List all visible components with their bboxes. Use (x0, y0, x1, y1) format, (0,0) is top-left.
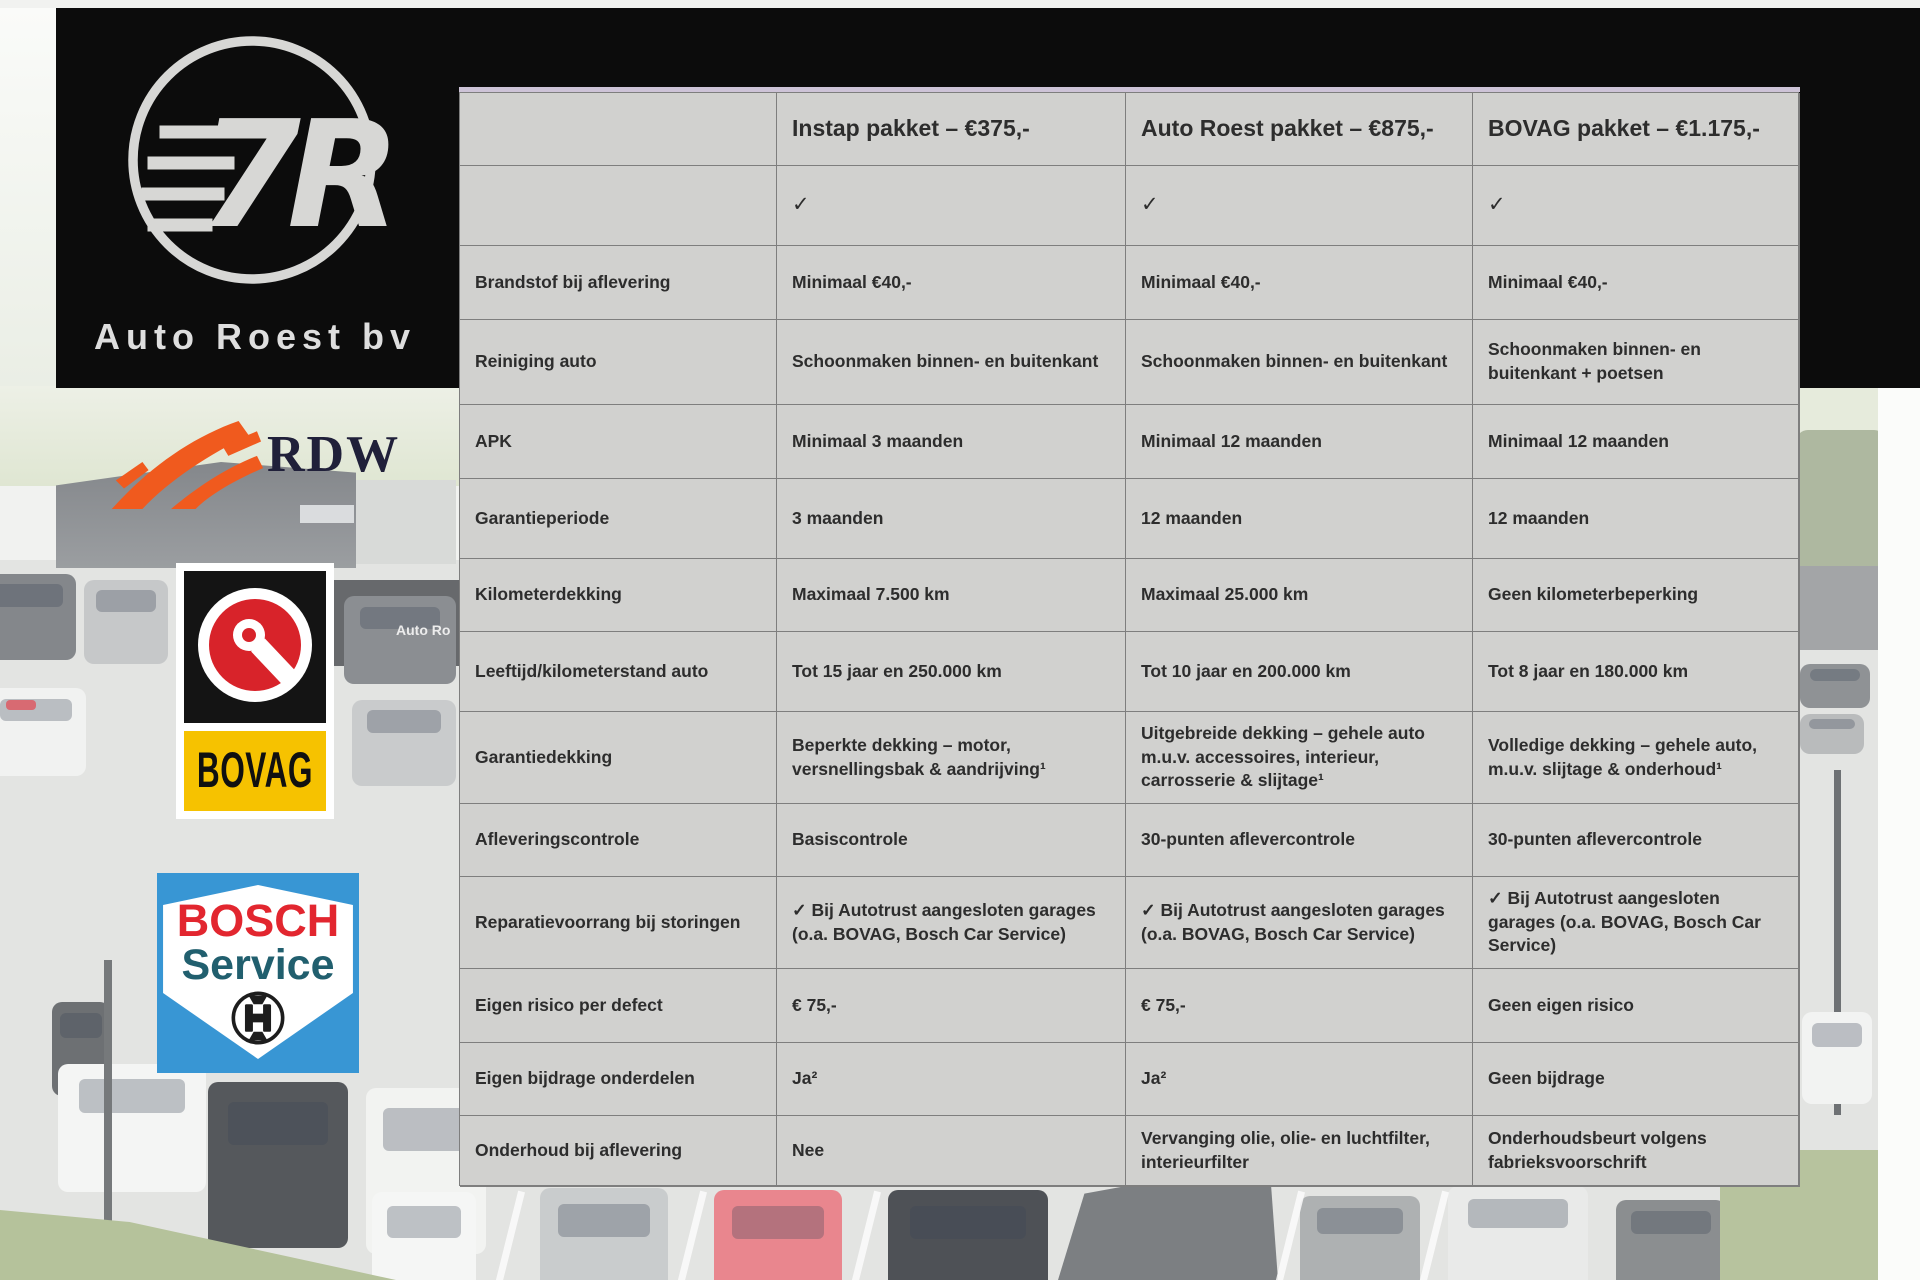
photo-car (888, 1190, 1048, 1280)
rdw-wordmark: RDW (267, 426, 401, 483)
value-cell: Minimaal €40,- (1126, 246, 1473, 320)
package-column-header: Auto Roest pakket – €875,- (1126, 93, 1473, 166)
photo-shape (1798, 566, 1882, 650)
row-label: Leeftijd/kilometerstand auto (460, 632, 777, 712)
row-label (460, 166, 777, 246)
included-check: ✓ (777, 166, 1126, 246)
value-cell: ✓ Bij Autotrust aangesloten garages (o.a. BOVAG, Bosch Car Service) (1126, 877, 1473, 969)
value-cell: Geen eigen risico (1473, 969, 1800, 1043)
value-cell: Beperkte dekking – motor, versnellingsbak & aandrijving¹ (777, 712, 1126, 804)
value-cell: Minimaal 12 maanden (1473, 405, 1800, 479)
row-label: Reiniging auto (460, 320, 777, 405)
bosch-armature-icon (229, 989, 287, 1047)
value-cell: Tot 10 jaar en 200.000 km (1126, 632, 1473, 712)
row-label: Eigen bijdrage onderdelen (460, 1043, 777, 1116)
value-cell: 12 maanden (1473, 479, 1800, 559)
value-cell: Maximaal 7.500 km (777, 559, 1126, 632)
brand-monogram: 7R (198, 89, 387, 261)
row-label: Eigen risico per defect (460, 969, 777, 1043)
value-cell: 3 maanden (777, 479, 1126, 559)
rdw-logo (95, 405, 425, 515)
photo-car (1800, 664, 1870, 708)
value-cell: Tot 8 jaar en 180.000 km (1473, 632, 1800, 712)
value-cell: € 75,- (777, 969, 1126, 1043)
photo-car (84, 580, 168, 664)
value-cell: Uitgebreide dekking – gehele auto m.u.v. accessoires, interieur, carrosserie & slijtage¹ (1126, 712, 1473, 804)
value-cell: Maximaal 25.000 km (1126, 559, 1473, 632)
row-label: Kilometerdekking (460, 559, 777, 632)
criteria-column-header (460, 93, 777, 166)
auto-roest-logo-icon (80, 14, 430, 314)
value-cell: 12 maanden (1126, 479, 1473, 559)
bosch-service-logo (157, 873, 359, 1073)
company-name: Auto Roest bv (93, 316, 416, 357)
photo-shape (1878, 386, 1920, 1280)
value-cell: ✓ Bij Autotrust aangesloten garages (o.a. BOVAG, Bosch Car Service) (777, 877, 1126, 969)
value-cell: € 75,- (1126, 969, 1473, 1043)
row-label: Garantieperiode (460, 479, 777, 559)
row-label: Garantiedekking (460, 712, 777, 804)
value-cell: Geen bijdrage (1473, 1043, 1800, 1116)
included-check: ✓ (1473, 166, 1800, 246)
value-cell: Geen kilometerbeperking (1473, 559, 1800, 632)
photo-car (1448, 1186, 1588, 1280)
value-cell: 30-punten aflevercontrole (1473, 804, 1800, 877)
photo-light-pole (104, 960, 112, 1238)
photo-car (540, 1188, 668, 1280)
value-cell: 30-punten aflevercontrole (1126, 804, 1473, 877)
photo-car (208, 1082, 348, 1248)
row-label: Onderhoud bij aflevering (460, 1116, 777, 1187)
value-cell: Schoonmaken binnen- en buitenkant (1126, 320, 1473, 405)
photo-trees (1796, 430, 1886, 570)
value-cell: Tot 15 jaar en 250.000 km (777, 632, 1126, 712)
photo-shape (6, 700, 36, 710)
photo-car (1616, 1200, 1726, 1280)
value-cell: Volledige dekking – gehele auto, m.u.v. slijtage & onderhoud¹ (1473, 712, 1800, 804)
value-cell: Minimaal 3 maanden (777, 405, 1126, 479)
value-cell: Minimaal €40,- (1473, 246, 1800, 320)
bovag-wordmark: BOVAG (196, 741, 314, 799)
photo-car (1300, 1196, 1420, 1280)
photo-car (372, 1192, 476, 1280)
value-cell: Minimaal €40,- (777, 246, 1126, 320)
photo-car (344, 596, 456, 684)
package-column-header: BOVAG pakket – €1.175,- (1473, 93, 1800, 166)
photo-car (58, 1064, 206, 1192)
photo-car (714, 1190, 842, 1280)
rdw-swoosh-icon (111, 419, 271, 509)
value-cell: Vervanging olie, olie- en luchtfilter, interieurfilter (1126, 1116, 1473, 1187)
row-label: Reparatievoorrang bij storingen (460, 877, 777, 969)
bosch-service-wordmark: Service (181, 941, 335, 989)
bovag-yellow-band (184, 731, 326, 811)
value-cell: Onderhoudsbeurt volgens fabrieksvoorschrift (1473, 1116, 1800, 1187)
value-cell: Ja² (1126, 1043, 1473, 1116)
row-label: Brandstof bij aflevering (460, 246, 777, 320)
photo-car (1800, 714, 1864, 754)
value-cell: Schoonmaken binnen- en buitenkant + poetsen (1473, 320, 1800, 405)
photo-shape (0, 8, 56, 388)
photo-car (352, 700, 456, 786)
value-cell: Minimaal 12 maanden (1126, 405, 1473, 479)
row-label: Afleveringscontrole (460, 804, 777, 877)
value-cell: Basiscontrole (777, 804, 1126, 877)
value-cell: Nee (777, 1116, 1126, 1187)
photo-car (0, 574, 76, 660)
bovag-logo (176, 563, 334, 819)
package-column-header: Instap pakket – €375,- (777, 93, 1126, 166)
comparison-table (459, 92, 1799, 1186)
included-check: ✓ (1126, 166, 1473, 246)
photo-building-sign: Auto Ro (396, 622, 451, 638)
value-cell: Ja² (777, 1043, 1126, 1116)
row-label: APK (460, 405, 777, 479)
value-cell: Schoonmaken binnen- en buitenkant (777, 320, 1126, 405)
value-cell: ✓ Bij Autotrust aangesloten garages (o.a. BOVAG, Bosch Car Service) (1473, 877, 1800, 969)
bosch-wordmark: BOSCH (176, 895, 340, 946)
photo-car (1802, 1012, 1872, 1104)
bovag-icon (184, 571, 326, 723)
